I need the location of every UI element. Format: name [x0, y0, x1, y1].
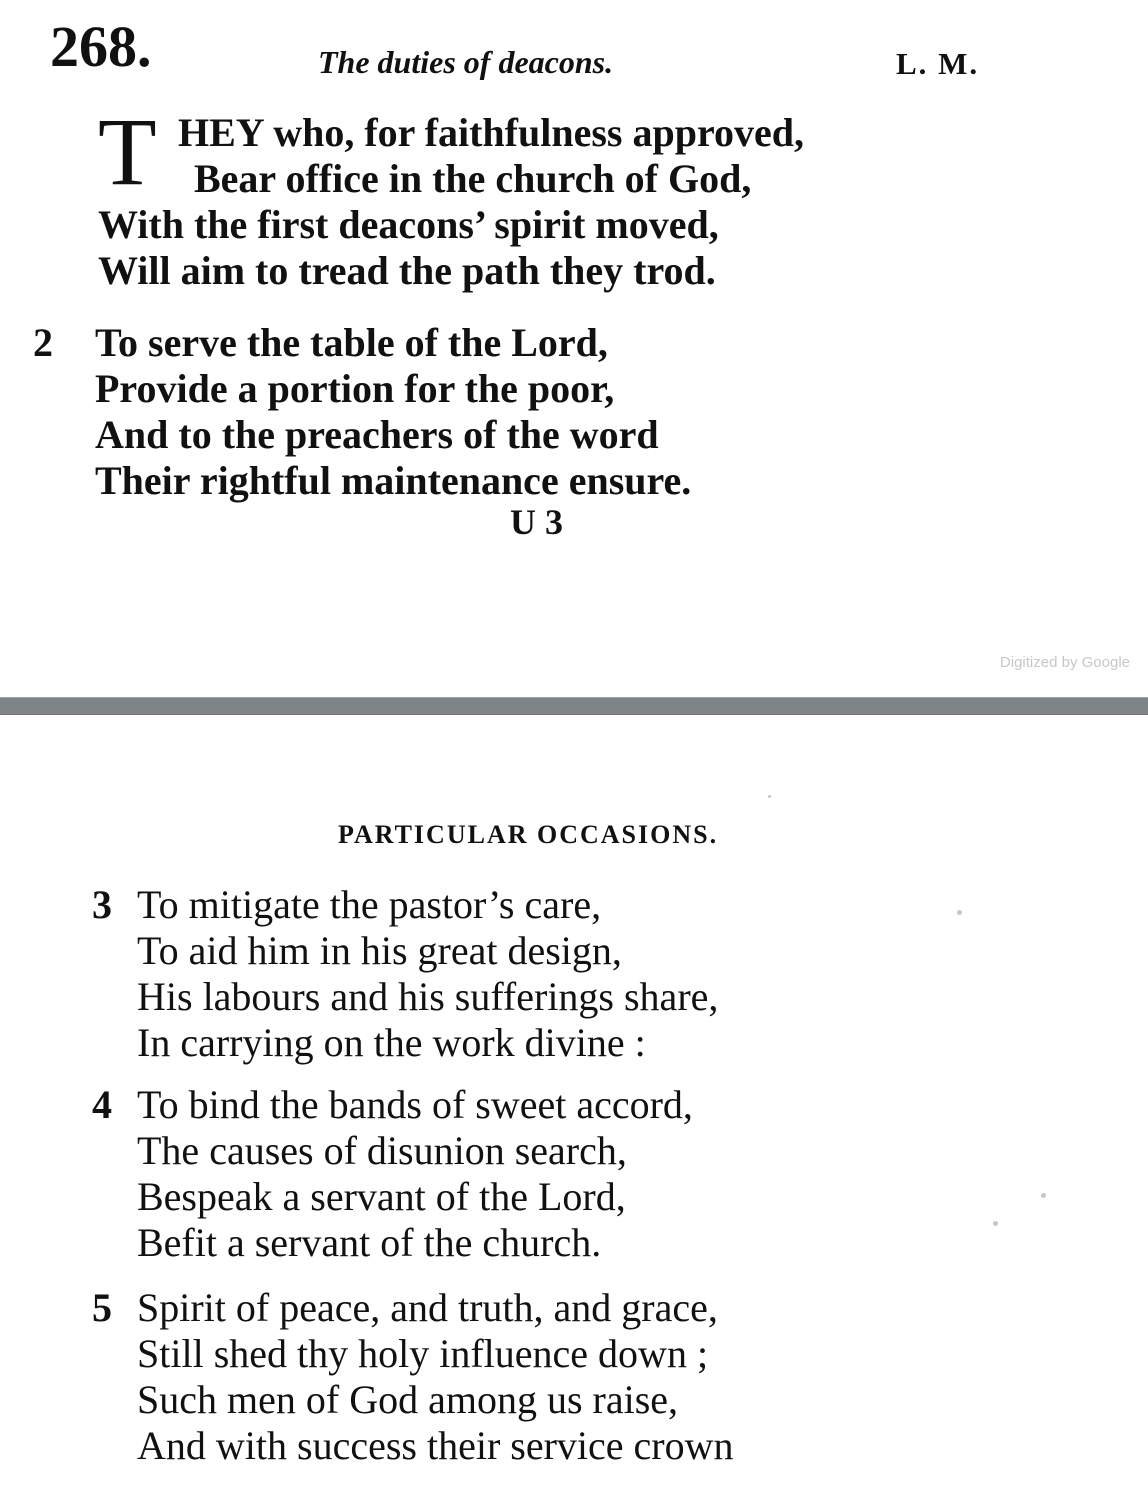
stanza-3-line-1: To mitigate the pastor’s care, — [137, 882, 602, 927]
top-page — [0, 0, 1148, 697]
stanza-1-line-4: Will aim to tread the path they trod. — [98, 248, 716, 293]
bottom-page — [0, 715, 1148, 1503]
paper-speck — [768, 795, 771, 798]
stanza-4-line-3: Bespeak a servant of the Lord, — [137, 1174, 626, 1219]
stanza-4-line-1: To bind the bands of sweet accord, — [137, 1082, 693, 1127]
stanza-4-line-4: Befit a servant of the church. — [137, 1220, 602, 1265]
verse-number-2: 2 — [33, 320, 53, 365]
hymn-meter: L. M. — [896, 46, 980, 81]
stanza-2-line-2: Provide a portion for the poor, — [95, 366, 615, 411]
hymn-title: The duties of deacons. — [318, 44, 614, 80]
stanza-3-line-4: In carrying on the work divine : — [137, 1020, 646, 1065]
page-divider — [0, 697, 1148, 715]
paper-speck — [957, 910, 962, 915]
stanza-4 — [137, 1082, 693, 1266]
drop-cap: T — [98, 98, 157, 205]
stanza-1-line-3: With the first deacons’ spirit moved, — [98, 202, 719, 247]
stanza-2 — [95, 320, 691, 504]
stanza-2-line-1: To serve the table of the Lord, — [95, 320, 608, 365]
stanza-5-line-2: Still shed thy holy influence down ; — [137, 1331, 709, 1376]
paper-speck — [1041, 1193, 1046, 1198]
stanza-5-line-3: Such men of God among us raise, — [137, 1377, 679, 1422]
running-head: PARTICULAR OCCASIONS. — [338, 820, 719, 849]
stanza-3-line-2: To aid him in his great design, — [137, 928, 622, 973]
stanza-1-line-2: Bear office in the church of God, — [194, 156, 752, 201]
stanza-5-line-1: Spirit of peace, and truth, and grace, — [137, 1285, 718, 1330]
stanza-5-line-4: And with success their service crown — [137, 1423, 734, 1468]
stanza-1 — [98, 98, 805, 294]
digitized-watermark: Digitized by Google — [999, 654, 1130, 671]
stanza-1-line-1: HEY who, for faithfulness approved, — [178, 110, 805, 155]
verse-number-5: 5 — [92, 1285, 112, 1330]
stanza-2-line-4: Their rightful maintenance ensure. — [95, 458, 692, 503]
stanza-3 — [137, 882, 718, 1066]
signature-mark: U 3 — [510, 502, 563, 542]
stanza-5 — [137, 1285, 733, 1469]
verse-number-4: 4 — [92, 1082, 112, 1127]
verse-number-3: 3 — [92, 882, 112, 927]
stanza-4-line-2: The causes of disunion search, — [137, 1128, 627, 1173]
stanza-3-line-3: His labours and his sufferings share, — [137, 974, 719, 1019]
paper-speck — [993, 1221, 998, 1226]
hymn-number: 268. — [50, 14, 152, 79]
stanza-2-line-3: And to the preachers of the word — [95, 412, 659, 457]
